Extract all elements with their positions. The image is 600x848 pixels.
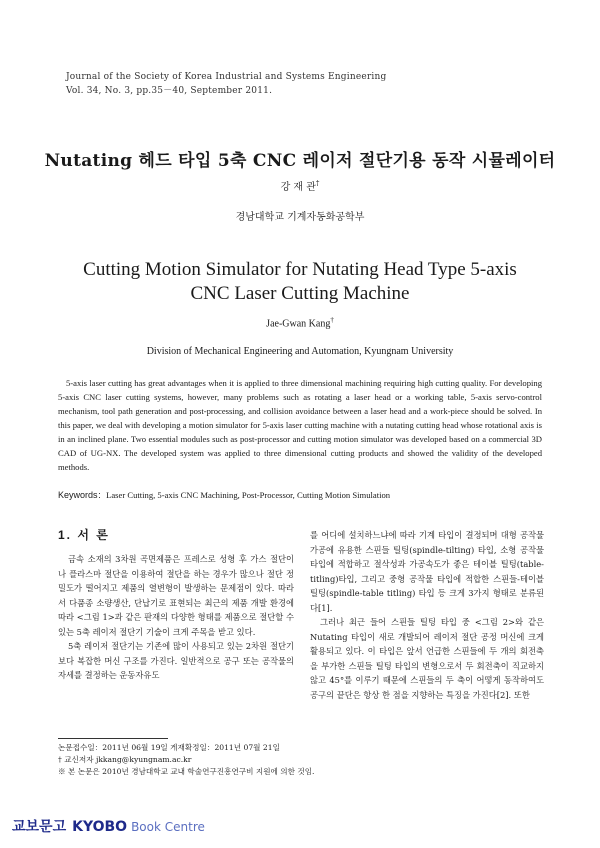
footnote-funding: ※ 본 논문은 2010년 경남대학교 교내 학술연구진흥연구비 지원에 의한 것임.: [58, 767, 315, 776]
paragraph: 금속 소재의 3차원 곡면제품은 프레스로 성형 후 가스 절단이나 플라스마 절단을 이용하여 절단을 하는 경우가 많으나 절단 정밀도가 떨어지고 제품의 열변형이 발생하는 문제점이 있다. 따라서 다품종 소량생산, 단납기로 표현되는 최근의 제품 개발 환경에 따라 <그림 1>과 같은 판재의 다양한 형태를 제품으로 절단할 수 있는 5축 레이저 절단기 기술이 크게 주목을 받고 있다.: [58, 554, 294, 637]
section-heading: 1. 서 론: [58, 528, 110, 542]
right-column: [310, 528, 544, 702]
footnote-dates: 논문접수일：2011년 06월 19일 게재확정일：2011년 07월 21일: [58, 743, 280, 752]
english-author-name: Jae-Gwan Kang: [266, 318, 331, 330]
dagger-mark: †: [330, 316, 334, 324]
journal-header: [66, 70, 386, 98]
paragraph: 5축 레이저 절단기는 기존에 많이 사용되고 있는 2차원 절단기보다 복잡한 머신 구조를 가진다. 일반적으로 공구 또는 공작물의 자세를 결정하는 운동자유도: [58, 641, 294, 680]
footnotes: [58, 742, 314, 778]
english-title-line2: CNC Laser Cutting Machine: [190, 283, 410, 304]
keywords: [58, 489, 548, 501]
left-column: [58, 552, 294, 683]
korean-author: [0, 178, 600, 193]
paragraph: 를 어디에 설치하느냐에 따라 기계 타입이 결정되며 대형 공작물 가공에 유용한 스핀들 틸팅(spindle-tilting) 타입, 소형 공작물 타입에 적합하고 절삭성과 가공속도가 좋은 테이블 틸팅(table-titling)타입, 그리고 중형 공작물 타입에 적합한 스핀들-테이블 틸팅(spindle-table titling) 타입 등 크게 3가지 형태로 분류된다[1].: [310, 530, 544, 613]
keywords-label: Keywords: [58, 490, 98, 500]
dagger-mark: †: [315, 179, 320, 188]
korean-title: Nutating 헤드 타입 5축 CNC 레이저 절단기용 동작 시뮬레이터: [44, 151, 556, 171]
abstract: 5-axis laser cutting has great advantages when it is applied to three dimensional machining requiring high cutting quality. For developing 5-axis CNC laser cutting systems, however, many problems such as rotating a laser head or a working table, 5-axis servo-control mechanism, tool path generation and post-processing, and collision avoidance between a laser head and a work-piece should be solved. In this paper, we deal with developing a motion simulator for 5-axis laser cutting machine with a nutating cutting head whose rotational axis is in an inclined plane. Two essential modules such as post-processor and cutting motion simulator was developed based on a commercial 3D CAD of UG-NX. The developed system was applied to three dimensional cutting products and showed the validity of the developed methods.: [58, 378, 542, 472]
paragraph: 그러나 최근 들어 스핀들 틸팅 타입 중 <그림 2>와 같은 Nutating 타입이 새로 개발되어 레이저 절단 공정 머신에 크게 활용되고 있다. 이 타입은 앞서 언급한 스핀들에 두 개의 회전축을 부가한 스핀들 틸팅 타입의 변형으로서 두 회전축이 직교하지 않고 45°를 이루기 때문에 스핀들의 두 축이 어떻게 동작하여도 공구의 끝단은 항상 한 점을 지향하는 특징을 가진다[2]. 또한: [310, 617, 544, 700]
watermark-suffix: Book Centre: [131, 820, 205, 834]
kyobo-watermark: [12, 816, 205, 836]
journal-volume: Vol. 34, No. 3, pp.35－40, September 2011.: [66, 86, 273, 96]
english-affiliation: Division of Mechanical Engineering and Automation, Kyungnam University: [146, 346, 454, 357]
korean-author-name: 강 재 관: [280, 182, 316, 193]
footnote-corresponding: † 교신저자 jkkang@kyungnam.ac.kr: [58, 755, 192, 764]
journal-name: Journal of the Society of Korea Industrial and Systems Engineering: [66, 72, 387, 82]
footnote-divider: [58, 738, 168, 739]
korean-affiliation: 경남대학교 기계자동화공학부: [235, 212, 365, 223]
english-author: [0, 316, 600, 329]
english-title: [0, 258, 600, 306]
watermark-english: KYOBO: [72, 819, 128, 835]
keywords-list: ：Laser Cutting, 5-axis CNC Machining, Post-Processor, Cutting Motion Simulation: [97, 490, 391, 500]
english-title-line1: Cutting Motion Simulator for Nutating Head Type 5-axis: [83, 259, 517, 280]
watermark-korean: 교보문고: [12, 819, 67, 835]
